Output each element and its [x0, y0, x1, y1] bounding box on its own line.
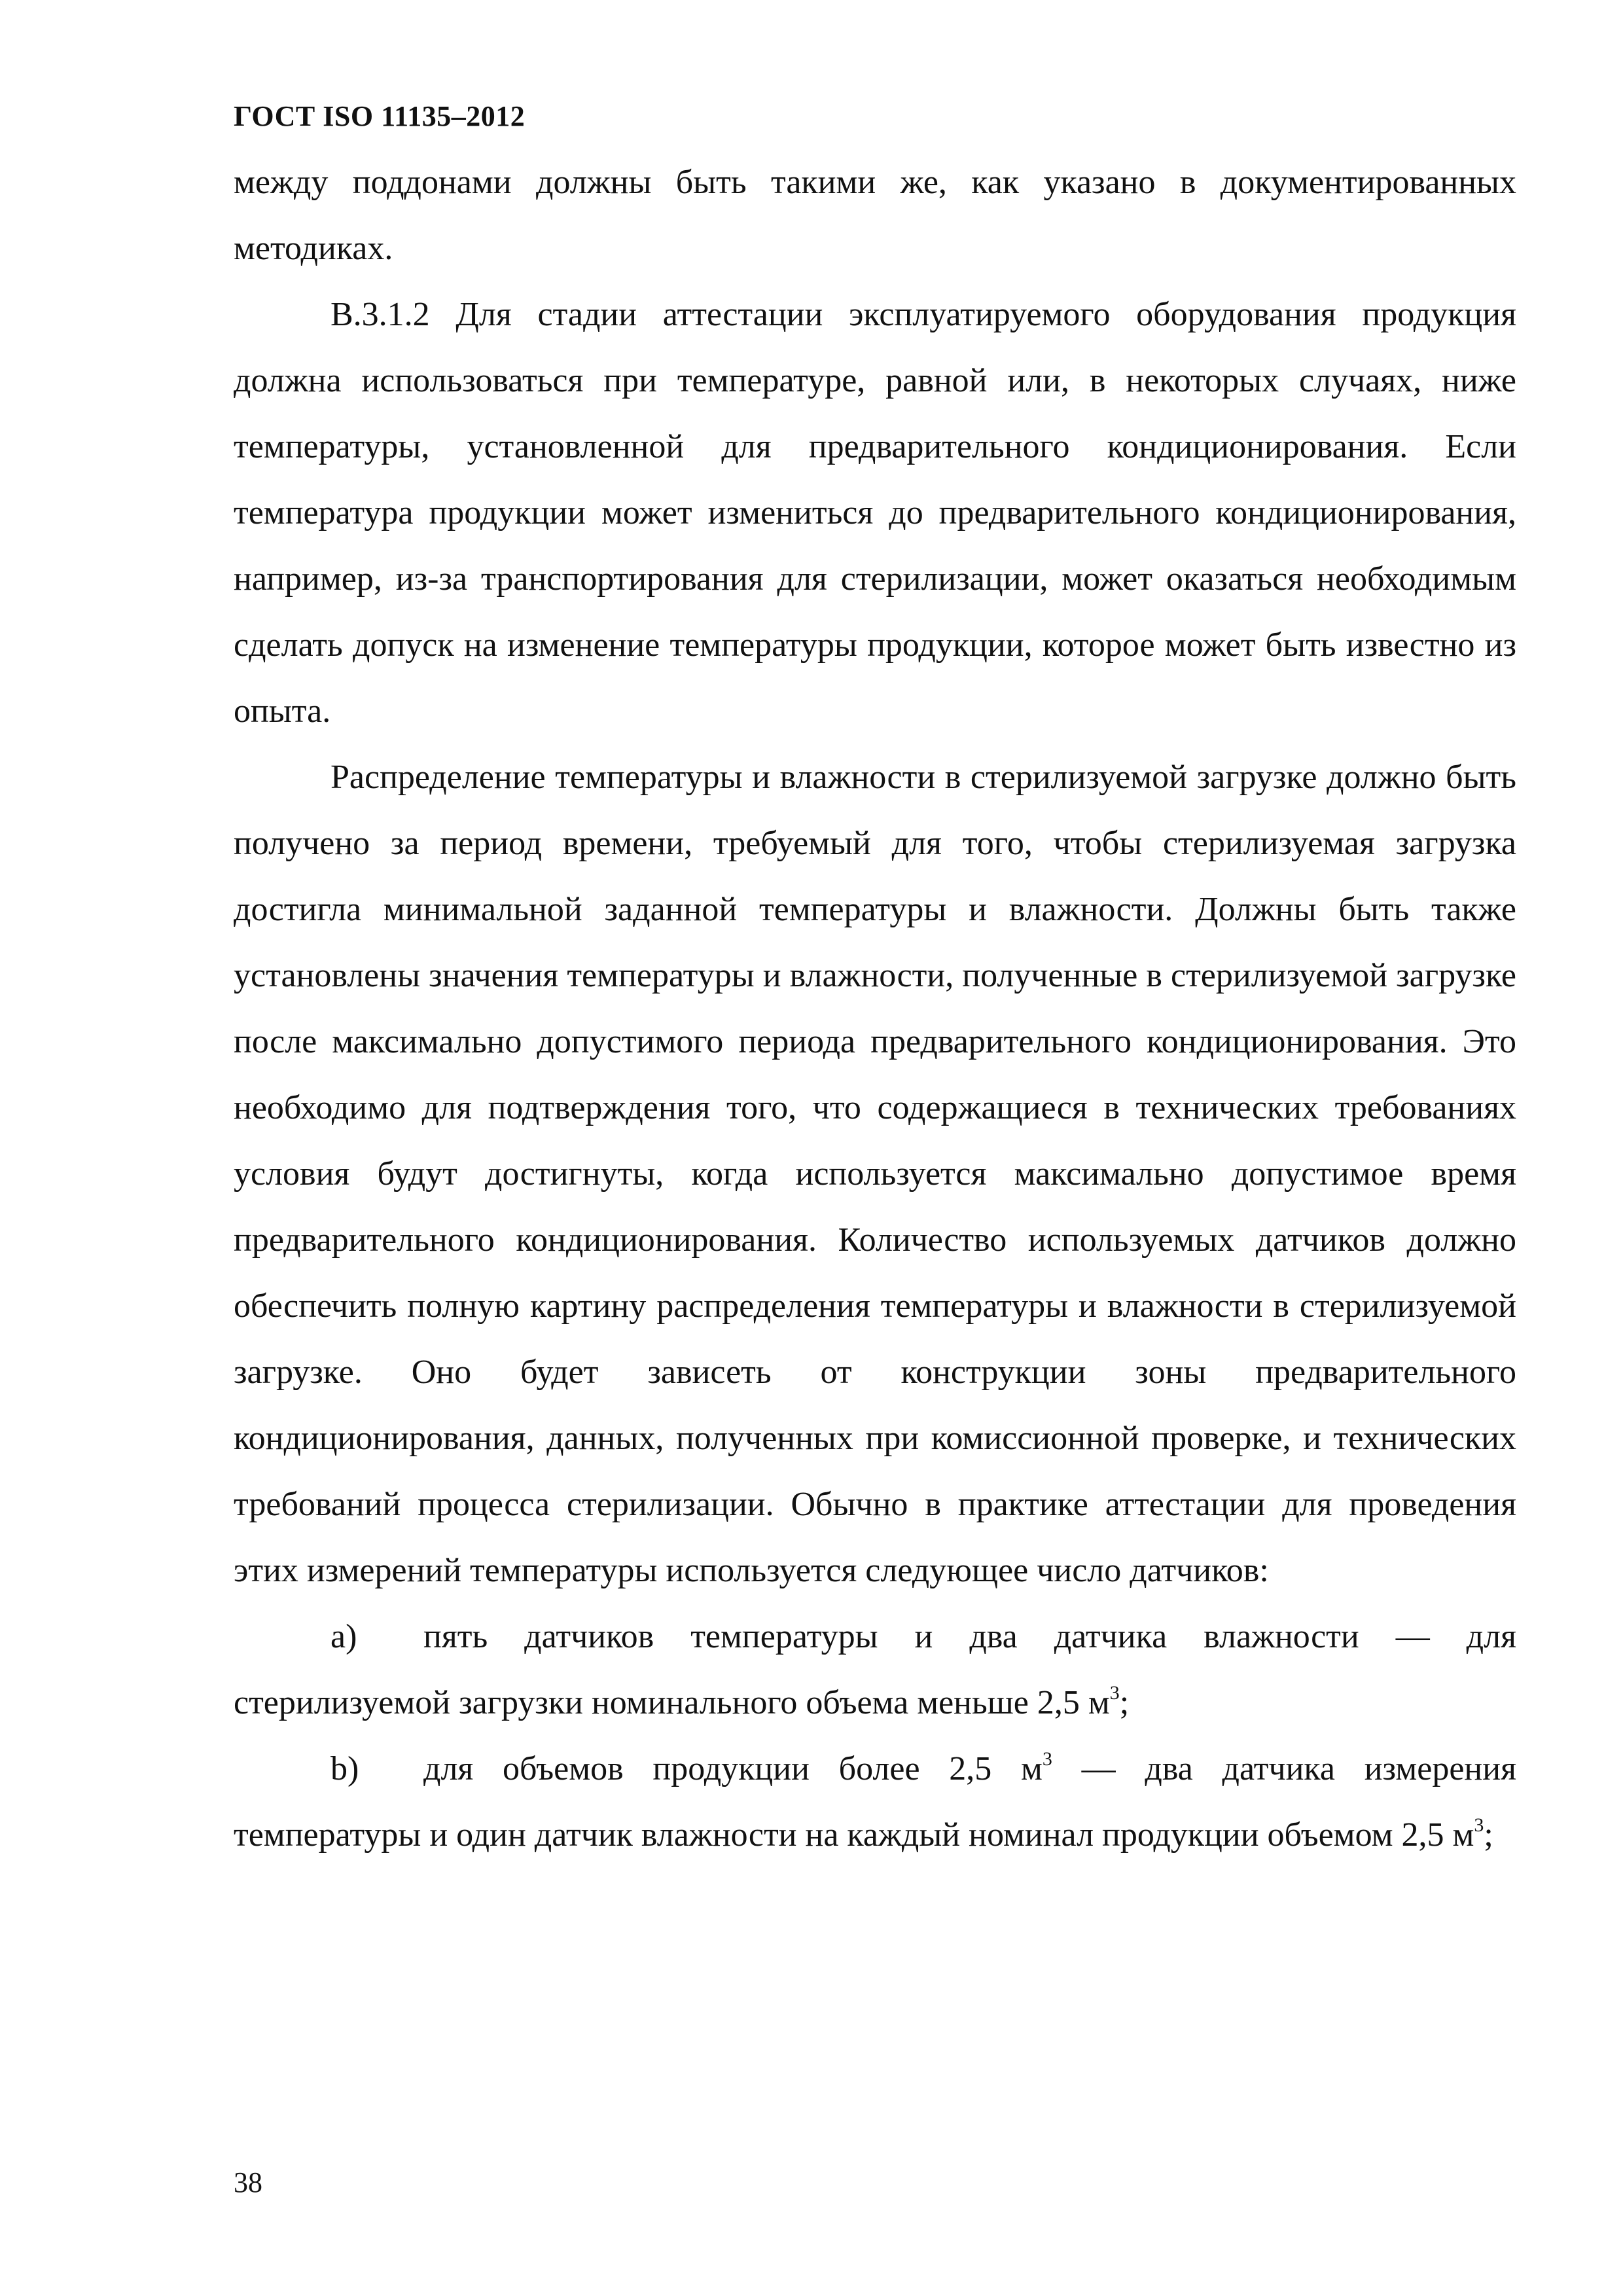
paragraph-b-3-1-2: В.3.1.2 Для стадии аттестации эксплуатируемого оборудования продукция должна использоваться при температуре, равной или, в некоторых случаях, ниже температуры, установленной для предварительного кондиционирования. Если температура продукции может измениться до предварительного кондиционирования, например, из-за транспортирования для стерилизации, может оказаться необходимым сделать допуск на изменение температуры продукции, которое может быть известно из опыта.: [234, 296, 1516, 730]
list-item-a-end: ;: [1119, 1684, 1130, 1721]
document-body: [234, 149, 1516, 1868]
paragraph-continuation: между поддонами должны быть такими же, как указано в документированных методиках.: [234, 164, 1516, 267]
list-marker-a: а): [330, 1618, 357, 1655]
paragraph-distribution: Распределение температуры и влажности в стерилизуемой загрузке должно быть получено за период времени, требуемый для того, чтобы стерилизуемая загрузка достигла минимальной заданной температуры и влажности. Должны быть также установлены значения температуры и влажности, полученные в стерилизуемой загрузке после максимально допустимого периода предварительного кондиционирования. Это необходимо для подтверждения того, что содержащиеся в технических требованиях условия будут достигнуты, когда используется максимально допустимое время предварительного кондиционирования. Количество используемых датчиков должно обеспечить полную картину распределения температуры и влажности в стерилизуемой загрузке. Оно будет зависеть от конструкции зоны предварительного кондиционирования, данных, полученных при комиссионной проверке, и технических требований процесса стерилизации. Обычно в практике аттестации для проведения этих измерений температуры используется следующее число датчиков:: [234, 759, 1516, 1589]
list-item-b-text-after: — два датчика измерения температуры и один датчик влажности на каждый номинал продукции объемом 2,5 м: [234, 1750, 1516, 1854]
list-item-a-text: пять датчиков температуры и два датчика влажности — для стерилизуемой загрузки номинального объема меньше 2,5 м: [234, 1618, 1516, 1721]
superscript-cubic: 3: [1474, 1814, 1484, 1836]
page-number: 38: [234, 2166, 262, 2198]
list-item-b-end: ;: [1484, 1816, 1493, 1854]
superscript-cubic: 3: [1042, 1748, 1052, 1770]
list-item-b: [234, 1736, 1516, 1868]
list-item-b-text-before: для объемов продукции более 2,5 м: [423, 1750, 1043, 1787]
superscript-cubic: 3: [1109, 1682, 1120, 1704]
list-item-a: [234, 1604, 1516, 1736]
document-code-header: ГОСТ ISO 11135–2012: [234, 100, 526, 132]
list-marker-b: b): [330, 1750, 359, 1787]
